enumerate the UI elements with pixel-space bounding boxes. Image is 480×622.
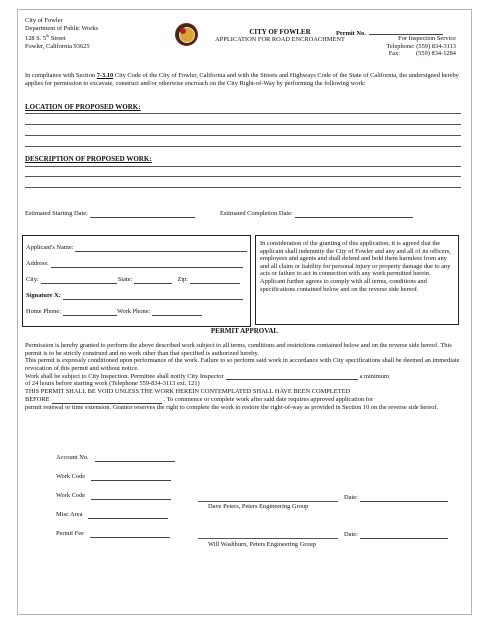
signer-2-name: Will Washburn, Peters Engineering Group (208, 541, 316, 548)
applicant-name-field[interactable] (75, 244, 247, 252)
location-line-3[interactable] (25, 135, 461, 136)
minimum-text: a minimum (359, 372, 389, 380)
zip-field[interactable] (190, 276, 240, 284)
home-phone-field[interactable] (63, 308, 117, 316)
indemnity-box (255, 235, 459, 325)
completion-date-field[interactable] (295, 210, 413, 218)
city-state-zip-row (26, 276, 240, 284)
applicant-name-row (26, 244, 247, 252)
date-label-1: Date: (344, 494, 358, 502)
notice-text: of 24 hours before starting work (Telephone 559-834-3113 ext. 121) (25, 380, 200, 388)
seal-core (180, 28, 186, 34)
account-no-row (56, 454, 175, 462)
permit-approval-text (25, 342, 461, 388)
renewal-text: . To commence or complete work after said date requires approved application for (163, 396, 374, 403)
start-date-row (25, 210, 195, 218)
permit-fee-row (56, 530, 170, 538)
permission-paragraph: Permission is hereby granted to perform the above described work subject to all terms, conditions and restrictions contained below and on the reverse side hereof. This permit is to be strictly construed and no work other than that specified is authorized hereby. (25, 342, 452, 357)
account-no-label: Account No. (56, 454, 89, 462)
work-phone-label: Work Phone: (116, 308, 151, 316)
work-phone-field[interactable] (152, 308, 202, 316)
misc-area-field[interactable] (88, 511, 168, 519)
zip-label: Zip: (177, 276, 189, 284)
contact-info-block (18, 35, 456, 58)
date-label-2: Date: (344, 531, 358, 539)
completion-date-row (220, 210, 413, 218)
signature-row (26, 292, 243, 300)
start-date-label: Estimated Starting Date: (25, 210, 88, 218)
inspection-service-label: For Inspection Service (398, 35, 456, 42)
inspection-row (25, 372, 461, 380)
signer-1-name: Dave Peters, Peters Engineering Group (208, 503, 309, 510)
code-section: 7-3.10 (96, 72, 114, 79)
date-field-2[interactable] (360, 531, 448, 539)
telephone-number: Telephone: (559) 834-3113 (386, 42, 456, 50)
signature-line-1[interactable] (198, 501, 338, 502)
date-field-1[interactable] (360, 494, 448, 502)
indemnity-text: In consideration of the granting of this application, it is agreed that the applicant shall indemnity the City of Fowler and any and all of its officers, employees and agents and shall defend and hold them harmless from any and all claim or liability for personal injury or property damage due to any acts or failure to act in connection with any work permitted herein. Applicant further agrees to comply with all terms, conditions and specifications contained below and on the reverse side hereof. (260, 240, 451, 293)
intro-text-end: City Code of the City of Fowler, California and with the Streets and Highways Code of the State of California, the undersigned hereby applies for permission to excavate, construct and/or otherwise encroach on the City Right-of-Way by performing the following work: (25, 72, 459, 87)
city-name: City of Fowler (25, 17, 63, 24)
conditions-paragraph: This permit is expressly conditioned upon performance of the work. Failure to so perform said work in accordance with City specifications shall be deemed an immediate revocation of this permit and without notice. (25, 357, 460, 372)
location-heading: LOCATION OF PROPOSED WORK: (25, 103, 141, 111)
misc-area-row (56, 511, 168, 519)
permit-approval-heading: PERMIT APPROVAL (210, 327, 279, 335)
signature-line-2[interactable] (198, 538, 338, 539)
department-name: Department of Public Works (25, 24, 99, 32)
void-clause (25, 388, 461, 411)
before-label: BEFORE (25, 396, 50, 403)
work-code-label-2: Work Code (56, 492, 86, 500)
city-label: City: (26, 276, 39, 284)
misc-area-label: Misc Area (56, 511, 83, 519)
work-code-label-1: Work Code (56, 473, 86, 481)
description-line-3[interactable] (25, 187, 461, 188)
permit-number-field[interactable] (369, 27, 443, 35)
work-code-field-1[interactable] (91, 473, 171, 481)
address-row (26, 260, 243, 268)
permit-number-label: Permit No. (336, 30, 366, 37)
location-line-2[interactable] (25, 124, 461, 125)
account-no-field[interactable] (95, 454, 175, 462)
date-row-1 (344, 494, 448, 502)
state-field[interactable] (134, 276, 172, 284)
before-date-field[interactable] (52, 396, 162, 404)
home-phone-label: Home Phone: (26, 308, 61, 316)
intro-paragraph (25, 72, 461, 87)
work-code-row-1 (56, 473, 171, 481)
address-label: Address: (26, 260, 49, 268)
street-address: 128 S. 5th Street (25, 33, 66, 43)
work-code-row-2 (56, 492, 171, 500)
description-heading: DESCRIPTION OF PROPOSED WORK: (25, 155, 152, 163)
completion-date-label: Estimated Completion Date: (220, 210, 293, 218)
void-clause-line-3: permit renewal or time extension. Grantor reserves the right to complete the work to restore the right-of-way as provided in Section 10 on the reverse side hereof. (25, 403, 439, 411)
city-inspector-field[interactable] (226, 372, 358, 380)
before-date-row (25, 396, 461, 404)
form-subtitle: APPLICATION FOR ROAD ENCROACHMENT (215, 36, 345, 43)
void-clause-line-1: THIS PERMIT SHALL BE VOID UNLESS THE WORK HEREIN CONTEMPLATED SHALL HAVE BEEN COMPLETED (25, 388, 351, 395)
city-state-zip: Fowler, California 93625 (25, 42, 90, 50)
description-line-1[interactable] (25, 166, 461, 167)
location-line-4[interactable] (25, 146, 461, 147)
address-field[interactable] (51, 260, 243, 268)
signature-label: Signature X: (26, 292, 61, 300)
location-line-1[interactable] (25, 113, 461, 114)
application-form (17, 9, 472, 615)
work-code-field-2[interactable] (91, 492, 171, 500)
signature-field[interactable] (63, 292, 243, 300)
fax-number: Fax: (559) 834-1284 (388, 50, 456, 58)
phone-row (26, 308, 202, 316)
start-date-field[interactable] (90, 210, 195, 218)
city-field[interactable] (41, 276, 117, 284)
inspection-text: Work shall be subject to City Inspection. Permittee shall notify City Inspector (25, 372, 224, 380)
permit-fee-field[interactable] (90, 530, 170, 538)
applicant-name-label: Applicant's Name: (26, 244, 74, 252)
description-line-2[interactable] (25, 176, 461, 177)
form-title: CITY OF FOWLER (249, 28, 311, 36)
permit-fee-label: Permit Fee (56, 530, 84, 538)
state-label: State: (117, 276, 133, 284)
intro-text-start: In compliance with Section (25, 72, 97, 79)
date-row-2 (344, 531, 448, 539)
